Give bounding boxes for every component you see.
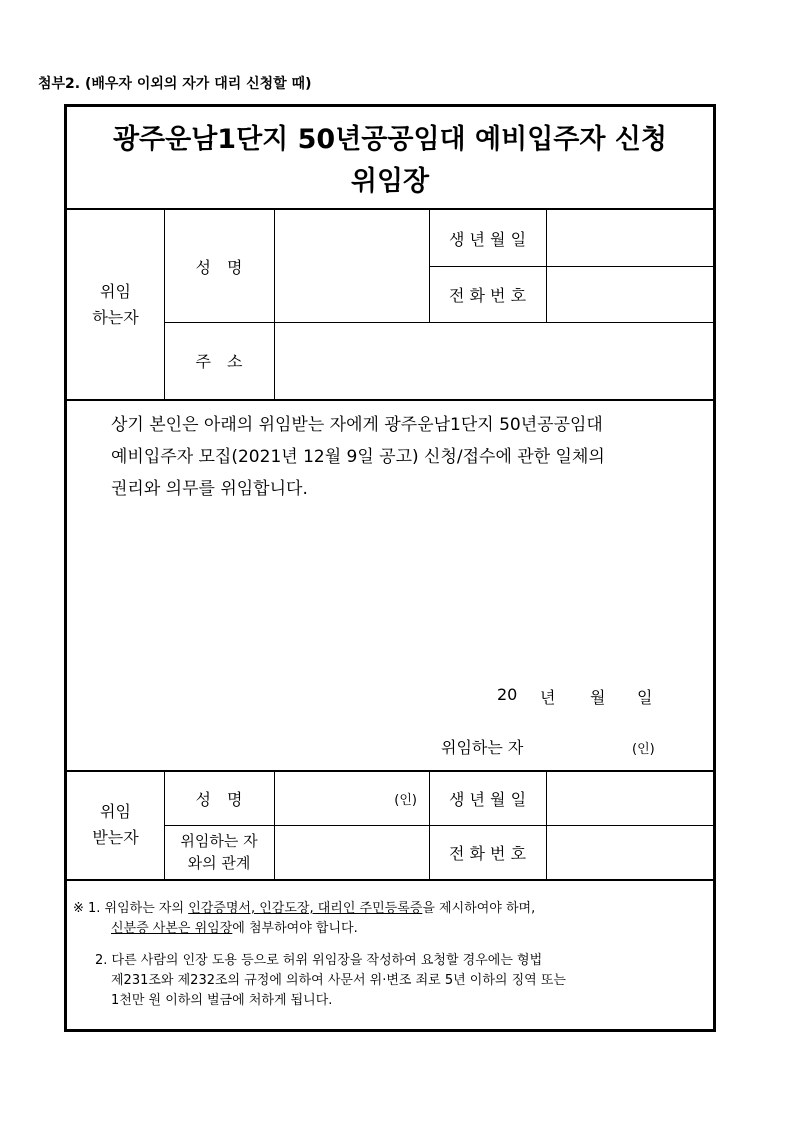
delegatee-birth-field[interactable]	[547, 772, 713, 825]
note-2-line-1: 2. 다른 사람의 인장 도용 등으로 허위 위임장을 작성하여 요청할 경우에는 형법	[95, 953, 543, 968]
delegation-statement	[111, 409, 691, 505]
relation-label-line-2: 와의 관계	[187, 854, 251, 872]
notes	[73, 899, 703, 1011]
date-day-label: 일	[637, 688, 653, 707]
delegatee-label-line-2: 받는자	[92, 828, 139, 847]
delegator-birth-field[interactable]	[547, 211, 713, 266]
delegatee-name-label: 성 명	[195, 789, 243, 809]
delegatee-phone-field[interactable]	[547, 826, 713, 879]
relation-label-line-1: 위임하는 자	[180, 832, 258, 850]
note-1-mid: 을 제시하여야 하며,	[422, 901, 536, 916]
date-year-label: 년	[540, 688, 556, 707]
delegator-birth-label: 생 년 월 일	[448, 229, 527, 249]
statement-line-3: 권리와 의무를 위임합니다.	[111, 479, 308, 499]
statement-line-2: 예비입주자 모집(2021년 12월 9일 공고) 신청/접수에 관한 일체의	[111, 447, 605, 467]
delegatee-phone-label: 전 화 번 호	[448, 843, 527, 863]
delegator-name-label: 성 명	[195, 257, 243, 277]
delegator-address-label: 주 소	[195, 352, 243, 371]
delegatee-relation-field[interactable]	[275, 826, 429, 879]
signature-label: 위임하는 자	[441, 738, 524, 757]
delegatee-birth-label: 생 년 월 일	[448, 789, 527, 809]
note-1-required-docs: 인감증명서, 인감도장, 대리인 주민등록증	[188, 901, 423, 916]
divider	[67, 879, 713, 881]
title-line-1: 광주운남1단지 50년공공임대 예비입주자 신청	[112, 124, 668, 155]
delegator-label-line-2: 하는자	[92, 308, 139, 327]
delegatee-seal: (인)	[394, 793, 417, 808]
delegator-name-field[interactable]	[275, 211, 429, 322]
note-1-attachment: 신분증 사본은 위임장	[111, 921, 233, 936]
note-1-suffix: 에 첨부하여야 합니다.	[232, 921, 358, 936]
note-2-line-3: 1천만 원 이하의 벌금에 처하게 됩니다.	[111, 993, 333, 1008]
delegatee-label-line-1: 위임	[100, 802, 131, 821]
date-month-label: 월	[590, 688, 606, 707]
delegatee-section-label	[67, 771, 164, 879]
delegator-address-field[interactable]	[275, 323, 713, 399]
delegator-label-line-1: 위임	[100, 282, 131, 301]
note-1-line-1	[73, 899, 703, 919]
delegator-phone-field[interactable]	[547, 267, 713, 322]
delegatee-name-field[interactable]	[275, 772, 429, 825]
note-1-line-2	[73, 919, 703, 939]
title-line-2: 위임장	[350, 166, 430, 197]
delegation-form	[64, 104, 716, 1032]
delegatee-relation-label	[164, 825, 274, 879]
attachment-label: 첨부2. (배우자 이외의 자가 대리 신청할 때)	[38, 76, 312, 92]
delegator-section-label	[67, 210, 164, 400]
form-title	[67, 107, 713, 210]
signature-seal: (인)	[632, 742, 655, 757]
delegator-phone-label: 전 화 번 호	[448, 285, 527, 305]
statement-line-1: 상기 본인은 아래의 위임받는 자에게 광주운남1단지 50년공공임대	[111, 415, 603, 435]
date-year-prefix: 20	[497, 685, 518, 704]
note-1-prefix: ※ 1. 위임하는 자의	[73, 901, 189, 916]
note-2-line-2: 제231조와 제232조의 규정에 의하여 사문서 위·변조 죄로 5년 이하의 징역 또는	[111, 973, 566, 988]
